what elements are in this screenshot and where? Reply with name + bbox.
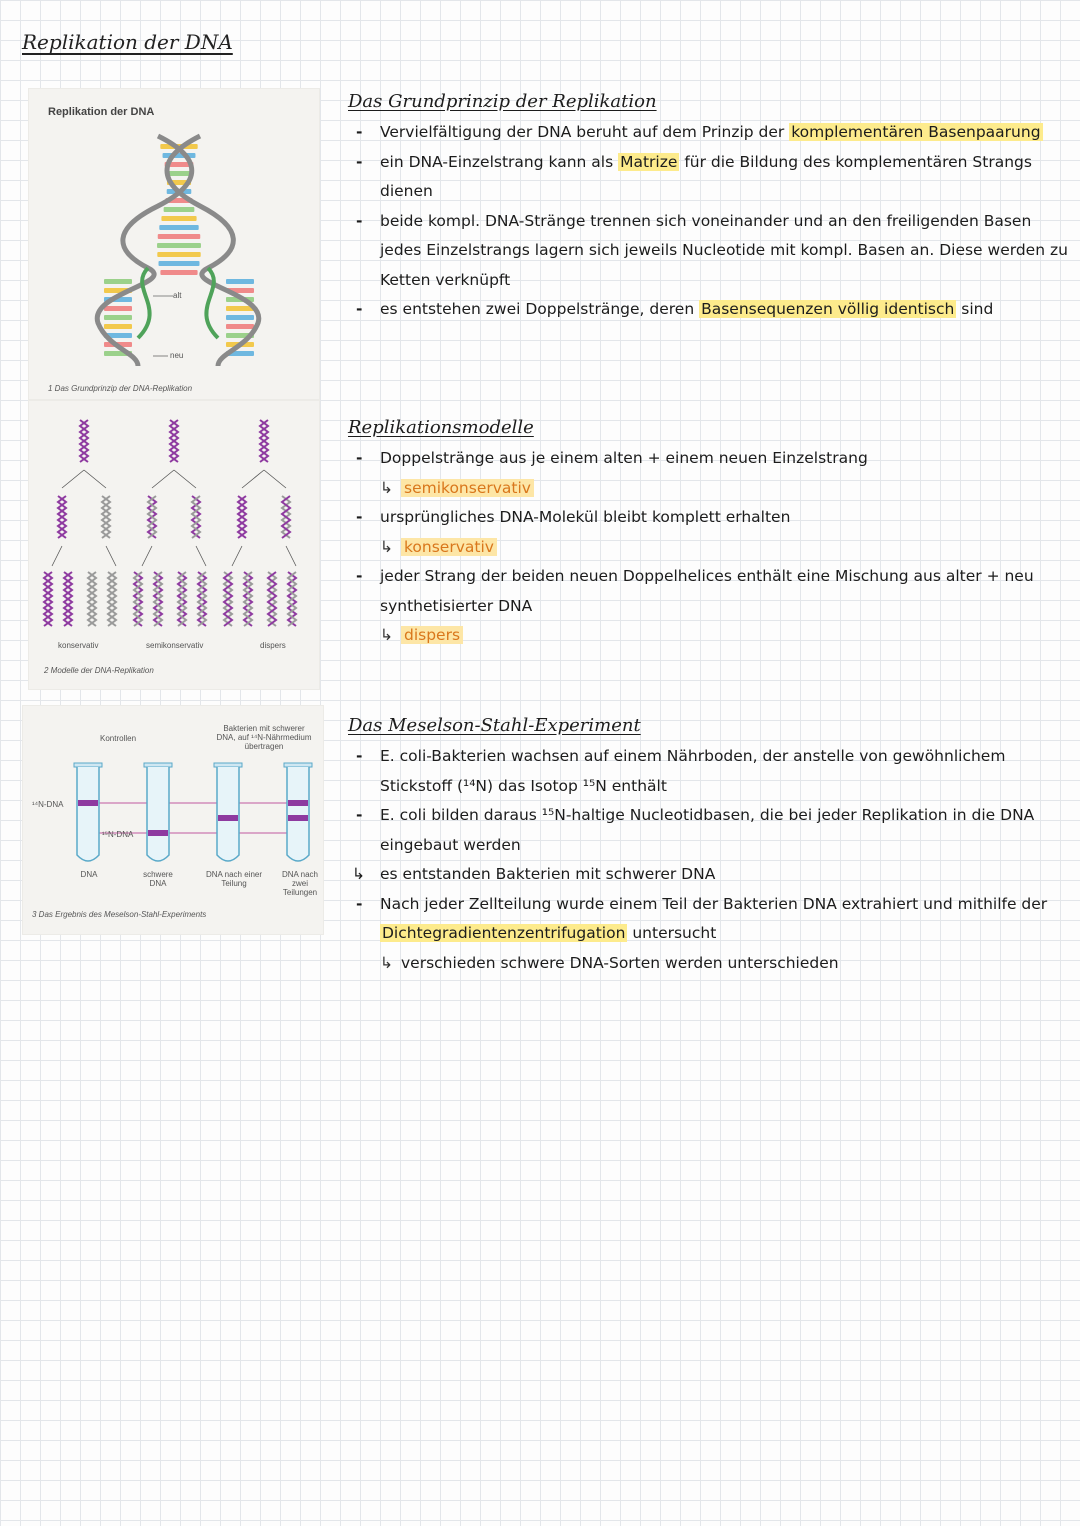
section-models bbox=[346, 414, 1068, 651]
list-item: - jeder Strang der beiden neuen Doppelhelices enthält eine Mischung aus alter + neu synthetisierter DNA bbox=[346, 562, 1068, 621]
tube-label-1: DNA bbox=[80, 870, 98, 879]
result-line: ↳ verschieden schwere DNA-Sorten werden unterschieden bbox=[380, 953, 839, 972]
figure1-title: Replikation der DNA bbox=[48, 106, 155, 118]
label-14n-dna: ¹⁴N-DNA bbox=[32, 800, 64, 809]
arrow-icon: ↳ bbox=[352, 865, 365, 883]
section-meselson-stahl bbox=[346, 712, 1068, 978]
list-item: - es entstehen zwei Doppelstränge, deren Basensequenzen völlig identisch sind bbox=[346, 295, 1068, 325]
arrow-icon: ↳ bbox=[380, 626, 393, 644]
list-item: - Vervielfältigung der DNA beruht auf dem Prinzip der komplementären Basenpaarung bbox=[346, 118, 1068, 148]
highlight: komplementären Basenpaarung bbox=[791, 123, 1041, 141]
model-label-semiconservative: semikonservativ bbox=[146, 641, 204, 650]
list-item: - Nach jeder Zellteilung wurde einem Teil der Bakterien DNA extrahiert und mithilfe der Dichtegradientenzentrifugation untersucht bbox=[346, 890, 1068, 949]
section3-title: Das Meselson-Stahl-Experiment bbox=[348, 715, 641, 736]
result-line bbox=[346, 621, 1068, 651]
highlight: semikonservativ bbox=[401, 479, 534, 497]
highlight: Dichtegradientenzentrifugation bbox=[382, 924, 626, 942]
highlight: Matrize bbox=[620, 152, 678, 171]
label-old: alt bbox=[173, 291, 182, 300]
result-line bbox=[346, 474, 1068, 504]
highlight: Basensequenzen völlig identisch bbox=[701, 300, 955, 318]
page-title: Replikation der DNA bbox=[22, 30, 233, 54]
highlight: konservativ bbox=[401, 538, 497, 556]
result-line bbox=[346, 533, 1068, 563]
tube-label-3: DNA nach einer Teilung bbox=[205, 870, 263, 888]
figure3-caption: 3 Das Ergebnis des Meselson-Stahl-Experiments bbox=[32, 910, 207, 919]
list-item: - ein DNA-Einzelstrang kann als Matrize für die Bildung des komplementären Strangs dienen bbox=[346, 148, 1068, 207]
list-item: - E. coli bilden daraus ¹⁵N-haltige Nucleotidbasen, die bei jeder Replikation in die DNA eingebaut werden bbox=[346, 801, 1068, 860]
list-item: - beide kompl. DNA-Stränge trennen sich voneinander und an den freiligenden Basen jedes Einzelstrangs lagern sich jeweils Nucleotide mit kompl. Basen an. Diese werden zu Ketten verknüpft bbox=[346, 207, 1068, 296]
section-principle bbox=[346, 88, 1068, 325]
tube-label-2: schwere DNA bbox=[143, 870, 173, 888]
figure2-caption: 2 Modelle der DNA-Replikation bbox=[44, 666, 154, 675]
figure-meselson-stahl bbox=[22, 705, 324, 935]
model-label-conservative: konservativ bbox=[58, 641, 99, 650]
label-transfer: Bakterien mit schwerer DNA, auf ¹⁴N-Nährmedium übertragen bbox=[216, 724, 312, 751]
arrow-icon: ↳ bbox=[380, 537, 393, 556]
list-item: - ursprüngliches DNA-Molekül bleibt komplett erhalten bbox=[346, 503, 1068, 533]
label-new: neu bbox=[170, 351, 184, 360]
label-controls: Kontrollen bbox=[100, 734, 137, 743]
section2-title: Replikationsmodelle bbox=[348, 417, 534, 438]
figure-dna-replication bbox=[28, 88, 320, 400]
arrow-icon: ↳ bbox=[380, 953, 393, 972]
label-15n-dna: ¹⁵N-DNA bbox=[102, 830, 134, 839]
tube-label-4: DNA nach zwei Teilungen bbox=[281, 870, 319, 897]
highlight: dispers bbox=[401, 626, 463, 644]
model-label-dispersive: dispers bbox=[260, 641, 286, 650]
list-item: - Doppelstränge aus je einem alten + einem neuen Einzelstrang bbox=[346, 444, 1068, 474]
section1-title: Das Grundprinzip der Replikation bbox=[348, 91, 657, 112]
arrow-icon: ↳ bbox=[380, 478, 393, 497]
result-line: ↳ es entstanden Bakterien mit schwerer DNA bbox=[346, 860, 1068, 890]
list-item: - E. coli-Bakterien wachsen auf einem Nährboden, der anstelle von gewöhnlichem Stickstoff (¹⁴N) das Isotop ¹⁵N enthält bbox=[346, 742, 1068, 801]
figure1-caption: 1 Das Grundprinzip der DNA-Replikation bbox=[48, 384, 193, 393]
figure-replication-models bbox=[28, 400, 320, 690]
